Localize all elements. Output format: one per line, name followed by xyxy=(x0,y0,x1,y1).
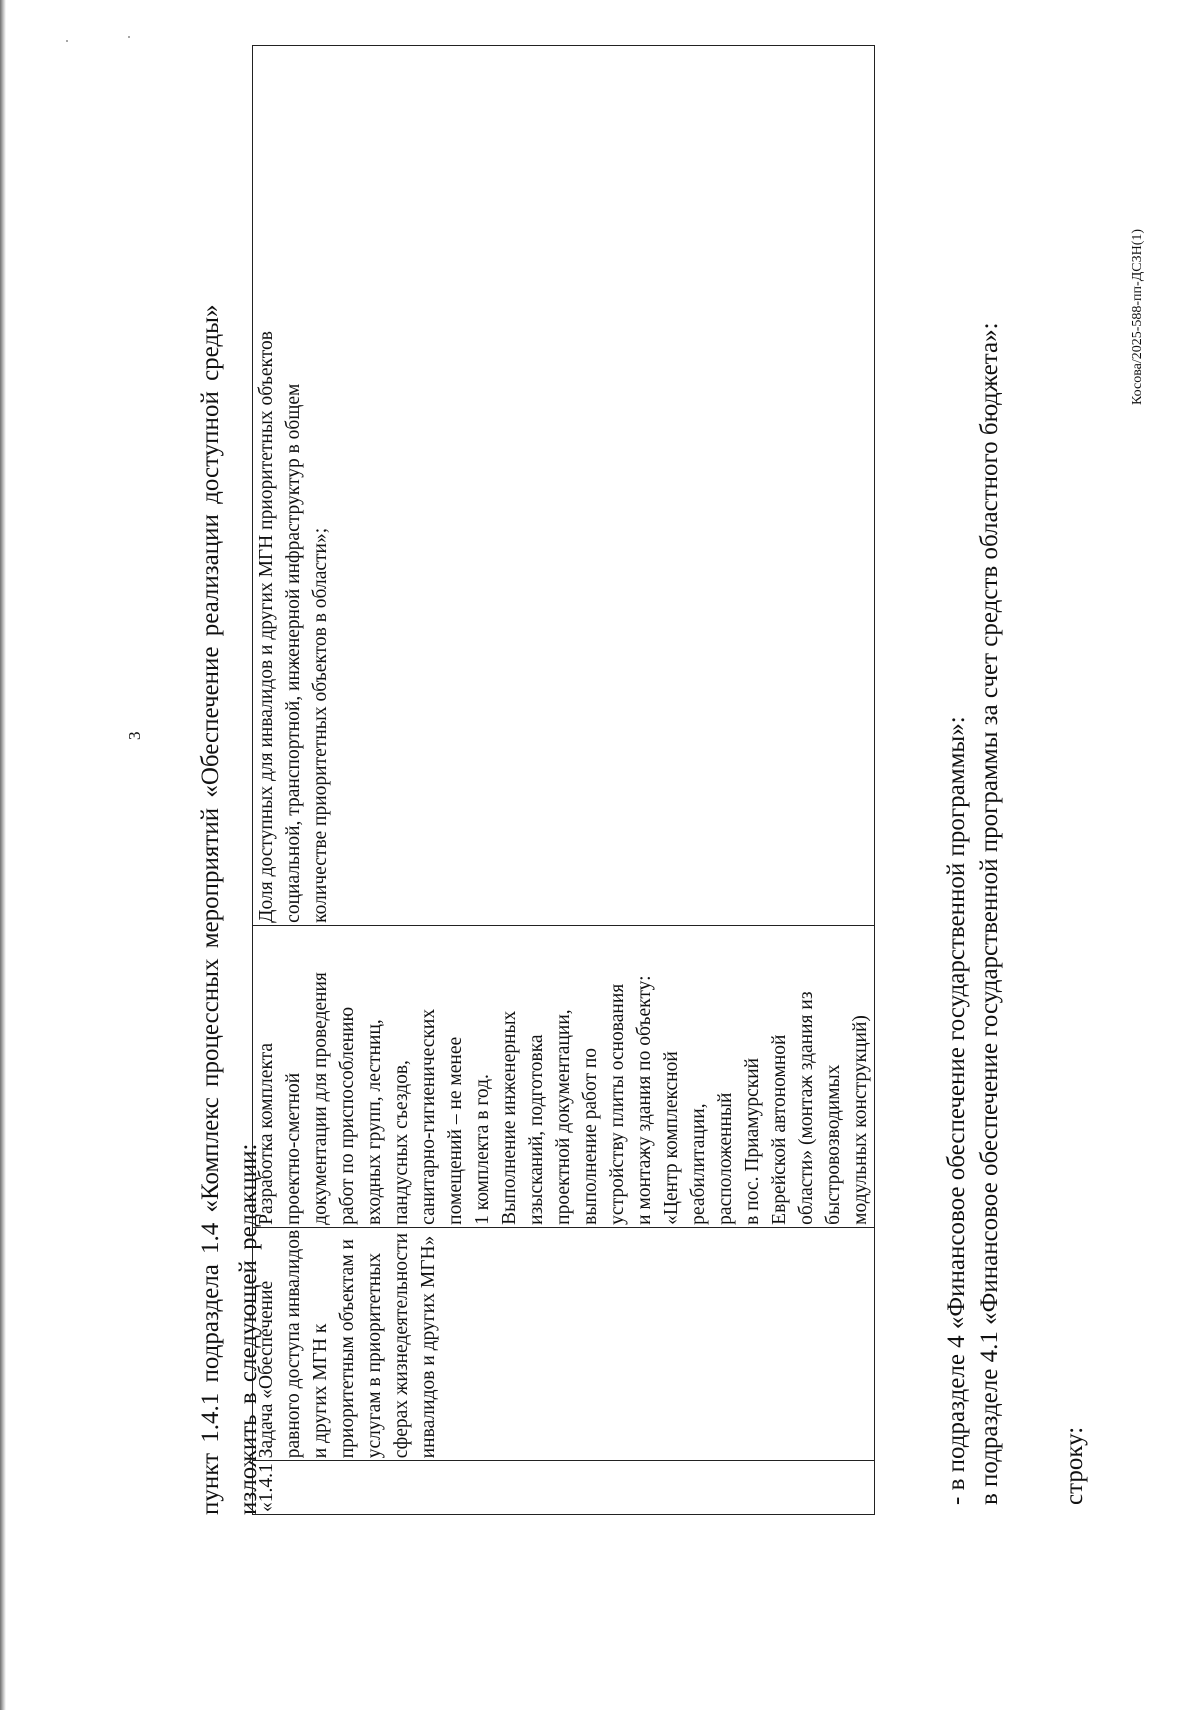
intro-line-2: изложить в следующей редакции: xyxy=(235,1143,262,1515)
task-line: услугам в приоритетных xyxy=(364,1252,385,1459)
task-cell xyxy=(253,1227,875,1460)
activity-line: устройству плиты основания xyxy=(607,983,628,1225)
activity-line: проектной документации, xyxy=(553,1009,574,1225)
activity-cell xyxy=(253,925,875,1227)
activity-line: и монтажу здания по объекту: xyxy=(634,975,655,1225)
task-line: Задача «Обеспечение xyxy=(256,1280,277,1459)
amendment-text xyxy=(940,105,1091,1505)
scan-edge xyxy=(0,0,6,1710)
table-row xyxy=(253,46,875,1515)
indicator-line: Доля доступных для инвалидов и других МГН приоритетных объектов xyxy=(256,331,277,923)
activity-line: «Центр комплексной xyxy=(661,1051,682,1225)
activity-line: проектно-сметной xyxy=(283,1072,304,1225)
landscape-page xyxy=(60,50,1170,1690)
measures-table xyxy=(252,45,875,1515)
row-number: «1.4.1 xyxy=(256,1463,277,1512)
indicator-line: количестве приоритетных объектов в области»; xyxy=(310,527,331,923)
scan-speck xyxy=(66,40,68,42)
task-line: приоритетным объектам и xyxy=(337,1239,358,1459)
activity-line: работ по приспособлению xyxy=(337,1006,358,1225)
intro-line-1: пункт 1.4.1 подраздела 1.4 «Комплекс процессных мероприятий «Обеспечение реализации доступной среды» xyxy=(197,304,224,1515)
activity-line: 1 комплекта в год. xyxy=(472,1074,493,1225)
task-line: равного доступа инвалидов xyxy=(283,1229,304,1459)
activity-line: входных групп, лестниц, xyxy=(364,1019,385,1225)
document-code: Косова/2025-588-пп-ДСЗН(1) xyxy=(1130,228,1145,405)
row-label: строку: xyxy=(1061,1426,1088,1505)
activity-line: помещений – не менее xyxy=(445,1036,466,1225)
scan-speck xyxy=(128,36,130,38)
amendment-line-2: в подразделе 4.1 «Финансовое обеспечение государственной программы за счет средств областного бюджета»: xyxy=(976,322,1003,1505)
indicator-line: социальной, транспортной, инженерной инфраструктур в общем xyxy=(283,383,304,923)
activity-line: модульных конструкций) xyxy=(850,1015,871,1225)
task-line: инвалидов и других МГН» xyxy=(418,1235,439,1459)
activity-line: в пос. Приамурский xyxy=(742,1057,763,1225)
activity-line: санитарно-гигиенических xyxy=(418,1008,439,1225)
activity-line: пандусных съездов, xyxy=(391,1060,412,1225)
activity-line: изысканий, подготовка xyxy=(526,1034,547,1225)
activity-line: выполнение работ по xyxy=(580,1047,601,1225)
activity-line: Еврейской автономной xyxy=(769,1034,790,1225)
indicator-cell xyxy=(253,46,875,926)
activity-line: расположенный xyxy=(715,1092,736,1225)
activity-line: быстровозводимых xyxy=(823,1064,844,1225)
task-line: сферах жизнедеятельности xyxy=(391,1232,412,1459)
activity-line: документации для проведения xyxy=(310,972,331,1225)
row-number-cell xyxy=(253,1461,875,1515)
page-number: 3 xyxy=(125,731,144,740)
activity-line: Выполнение инженерных xyxy=(499,1010,520,1225)
activity-line: области» (монтаж здания из xyxy=(796,991,817,1225)
task-line: и других МГН к xyxy=(310,1323,331,1459)
amendment-line-1: - в подразделе 4 «Финансовое обеспечение государственной программы»: xyxy=(943,716,970,1505)
activity-line: Разработка комплекта xyxy=(256,1042,277,1225)
activity-line: реабилитации, xyxy=(688,1103,709,1225)
